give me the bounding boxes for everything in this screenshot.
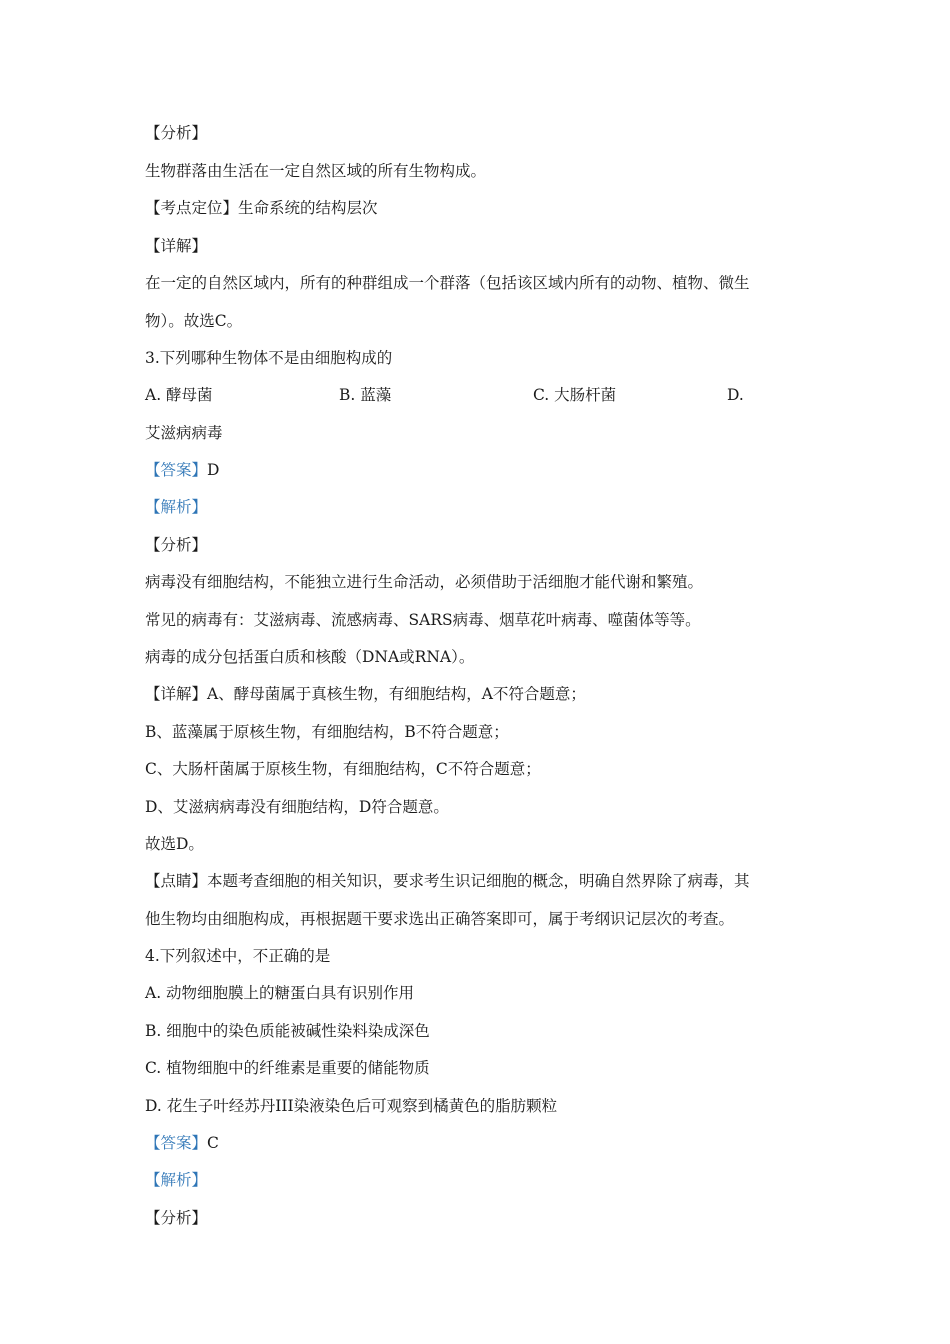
q3-question: 3.下列哪种生物体不是由细胞构成的 bbox=[145, 349, 393, 367]
q4-answer-label: 【答案】 bbox=[145, 1134, 208, 1152]
q3-conclusion: 故选D。 bbox=[145, 835, 204, 853]
q3-dianjing-heading: 【点睛】 bbox=[145, 872, 208, 890]
q3-analysis-line2: 常见的病毒有：艾滋病毒、流感病毒、SARS病毒、烟草花叶病毒、噬菌体等等。 bbox=[145, 611, 701, 629]
q2-detail-line2: 物）。故选C。 bbox=[145, 312, 243, 330]
q3-analysis-line1: 病毒没有细胞结构，不能独立进行生命活动，必须借助于活细胞才能代谢和繁殖。 bbox=[145, 573, 704, 591]
q3-option-d: D. bbox=[727, 386, 744, 404]
q3-detail-c: C、大肠杆菌属于原核生物，有细胞结构，C不符合题意； bbox=[145, 760, 541, 778]
q3-dianjing-line2: 他生物均由细胞构成，再根据题干要求选出正确答案即可，属于考纲识记层次的考查。 bbox=[145, 910, 735, 928]
q2-analysis-text: 生物群落由生活在一定自然区域的所有生物构成。 bbox=[145, 162, 487, 180]
q3-detail-heading: 【详解】 bbox=[145, 685, 208, 703]
q3-detail-b: B、蓝藻属于原核生物，有细胞结构，B不符合题意； bbox=[145, 723, 509, 741]
q2-kaodian bbox=[145, 198, 378, 218]
q2-analysis-heading: 【分析】 bbox=[145, 124, 208, 142]
q4-analysis-heading: 【分析】 bbox=[145, 1209, 208, 1227]
q3-analysis-heading: 【分析】 bbox=[145, 536, 208, 554]
q3-detail-d: D、艾滋病病毒没有细胞结构，D符合题意。 bbox=[145, 798, 449, 816]
q2-detail-line1: 在一定的自然区域内，所有的种群组成一个群落（包括该区域内所有的动物、植物、微生 bbox=[145, 274, 750, 292]
q3-option-a: A. 酵母菌 bbox=[145, 386, 213, 404]
q3-detail-a-line bbox=[145, 684, 586, 704]
q2-detail-heading: 【详解】 bbox=[145, 237, 208, 255]
q2-kaodian-text: 生命系统的结构层次 bbox=[238, 199, 378, 217]
q4-option-d: D. 花生子叶经苏丹III染液染色后可观察到橘黄色的脂肪颗粒 bbox=[145, 1097, 558, 1115]
q4-option-b: B. 细胞中的染色质能被碱性染料染成深色 bbox=[145, 1022, 430, 1040]
q3-option-d-cont: 艾滋病病毒 bbox=[145, 424, 223, 442]
q3-dianjing-line1: 本题考查细胞的相关知识，要求考生识记细胞的概念，明确自然界除了病毒，其 bbox=[207, 872, 750, 890]
q4-option-c: C. 植物细胞中的纤维素是重要的储能物质 bbox=[145, 1059, 430, 1077]
q3-option-c: C. 大肠杆菌 bbox=[533, 386, 617, 404]
q3-jiexi-label: 【解析】 bbox=[145, 498, 208, 516]
q3-answer bbox=[145, 460, 219, 480]
q4-answer-value: C bbox=[207, 1134, 219, 1152]
q4-question: 4.下列叙述中，不正确的是 bbox=[145, 947, 331, 965]
q3-dianjing bbox=[145, 871, 750, 891]
q3-analysis-line3: 病毒的成分包括蛋白质和核酸（DNA或RNA）。 bbox=[145, 648, 475, 666]
q3-detail-a: A、酵母菌属于真核生物，有细胞结构，A不符合题意； bbox=[207, 685, 586, 703]
q4-jiexi-label: 【解析】 bbox=[145, 1171, 208, 1189]
q2-kaodian-heading: 【考点定位】 bbox=[145, 199, 239, 217]
q3-option-b: B. 蓝藻 bbox=[339, 386, 392, 404]
q3-answer-label: 【答案】 bbox=[145, 461, 208, 479]
q3-answer-value: D bbox=[207, 461, 220, 479]
q4-answer bbox=[145, 1133, 219, 1153]
q4-option-a: A. 动物细胞膜上的糖蛋白具有识别作用 bbox=[145, 984, 415, 1002]
